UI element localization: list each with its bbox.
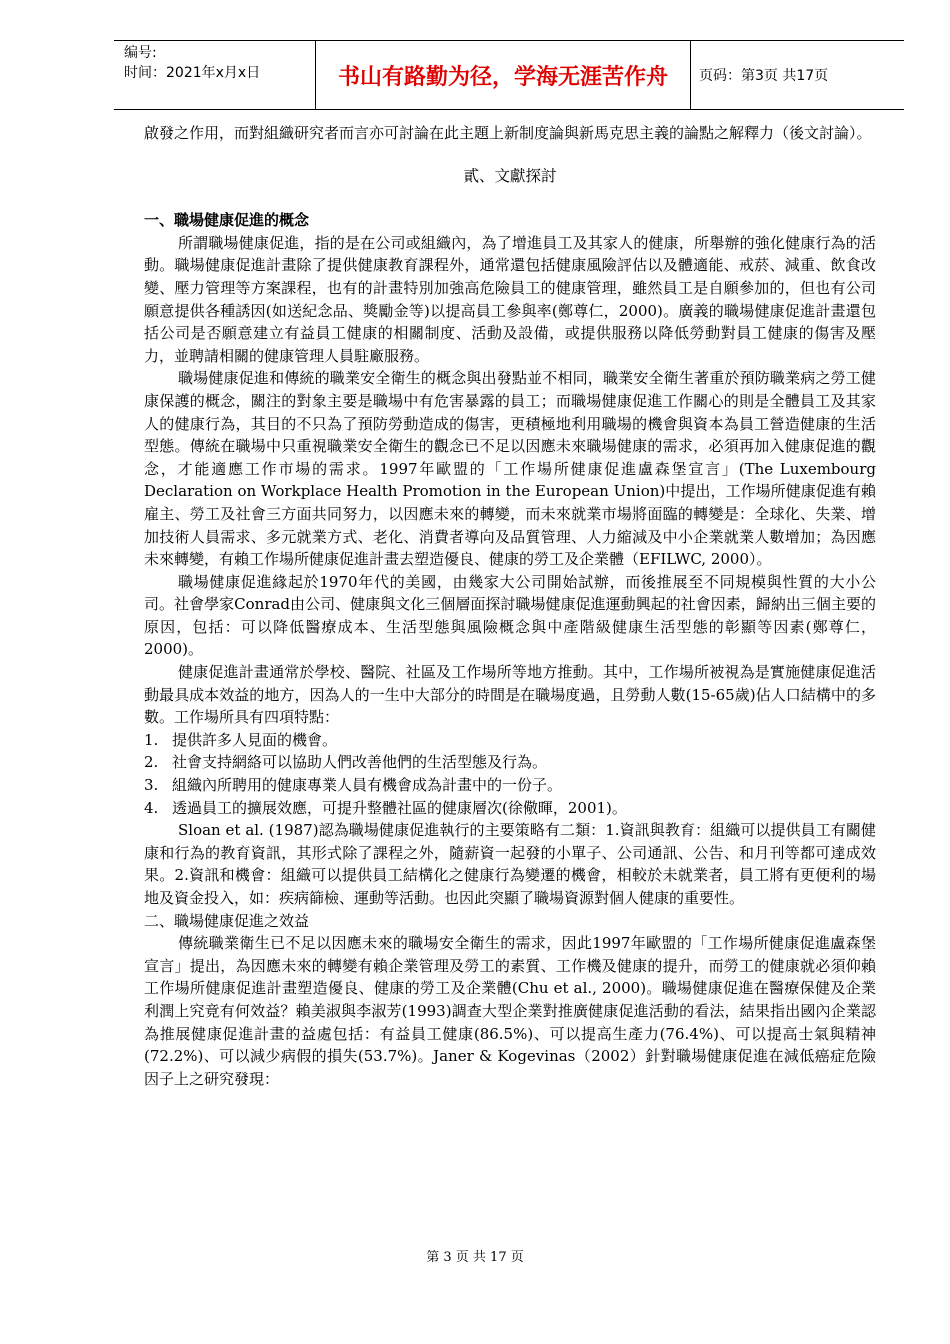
list-text: 透過員工的擴展效應，可提升整體社區的健康層次(徐儆暉，2001)。 xyxy=(172,798,627,817)
paragraph-4: 健康促進計畫通常於學校、醫院、社區及工作場所等地方推動。其中，工作場所被視為是實施健康促進活動最具成本效益的地方，因為人的一生中大部分的時間是在職場度過，且勞動人數(15-65歲)佔人口結構中的多數。工作場所具有四項特點： xyxy=(144,663,876,727)
list-item xyxy=(144,751,876,774)
paragraph-6: 傳統職業衛生已不足以因應未來的職場安全衛生的需求，因此1997年歐盟的「工作場所健康促進盧森堡宣言」提出，為因應未來的轉變有賴企業管理及勞工的素質、工作機及健康的提升，而勞工的健康就必須仰賴工作場所健康促進計畫塑造優良、健康的勞工及企業體(Chu et al., 2000)。職場健康促進在醫療保健及企業利潤上究竟有何效益？賴美淑與李淑芳(1993)調查大型企業對推廣健康促進活動的看法，結果指出國內企業認為推展健康促進計畫的益處包括：有益員工健康(86.5%)、可以提高生產力(76.4%)、可以提高士氣與精神(72.2%)、可以減少病假的損失(53.7%)。Janer & Kogevinas（2002）針對職場健康促進在減低癌症危險因子上之研究發現： xyxy=(144,934,876,1088)
list-number: 3. xyxy=(144,776,159,795)
document-body xyxy=(144,122,876,1090)
document-number-label: 编号: xyxy=(124,45,157,61)
header-page-info: 页码：第3页 共17页 xyxy=(699,68,829,84)
list-text: 提供許多人見面的機會。 xyxy=(172,730,338,749)
intro-paragraph: 啟發之作用，而對組織研究者而言亦可討論在此主題上新制度論與新馬克思主義的論點之解釋力（後文討論）。 xyxy=(144,124,872,142)
list-text: 社會支持網絡可以協助人們改善他們的生活型態及行為。 xyxy=(172,753,548,772)
list-item xyxy=(144,774,876,797)
paragraph-1: 所謂職場健康促進，指的是在公司或組織內，為了增進員工及其家人的健康，所舉辦的強化健康行為的活動。職場健康促進計畫除了提供健康教育課程外，通常還包括健康風險評估以及體適能、戒菸、減重、飲食改變、壓力管理等方案課程，也有的計畫特別加強高危險員工的健康管理，雖然員工是自願參加的，但也有公司願意提供各種誘因(如送紀念品、獎勵金等)以提高員工參與率(鄭尊仁，2000)。廣義的職場健康促進計畫還包括公司是否願意建立有益員工健康的相關制度、活動及設備，或提供服務以降低勞動對員工健康的傷害及壓力，並聘請相關的健康管理人員駐廠服務。 xyxy=(144,233,876,365)
list-item xyxy=(144,797,876,820)
document-time-label: 时间：2021年x月x日 xyxy=(124,65,261,81)
list-text: 組織內所聘用的健康專業人員有機會成為計畫中的一份子。 xyxy=(172,776,563,795)
page-header xyxy=(114,40,904,110)
paragraph-2: 職場健康促進和傳統的職業安全衛生的概念與出發點並不相同，職業安全衛生著重於預防職業病之勞工健康保護的概念，關注的對象主要是職場中有危害暴露的員工；而職場健康促進工作關心的則是全體員工及其家人的健康行為，其目的不只為了預防勞動造成的傷害，更積極地利用職場的機會與資本為員工營造健康的生活型態。傳統在職場中只重視職業安全衛生的觀念已不足以因應未來職場健康的需求，必須再加入健康促進的觀念，才能適應工作市場的需求。1997年歐盟的「工作場所健康促進盧森堡宣言」(The Luxembourg Declaration on Workplace Health Promotion in the European Union)中提出，工作場所健康促進有賴雇主、勞工及社會三方面共同努力，以因應未來的轉變，而未來就業市場將面臨的轉變是：全球化、失業、增加技術人員需求、多元就業方式、老化、消費者導向及品質管理、人力縮減及中小企業就業人數增加；為因應未來轉變，有賴工作場所健康促進計畫去塑造優良、健康的勞工及企業體（EFILWC, 2000）。 xyxy=(144,369,876,569)
heading-workplace-health-benefits: 二、職場健康促進之效益 xyxy=(144,911,310,930)
list-number: 2. xyxy=(144,753,159,772)
list-number: 4. xyxy=(144,798,159,817)
list-item xyxy=(144,729,876,752)
list-number: 1. xyxy=(144,730,159,749)
heading-workplace-health-concept: 一、職場健康促進的概念 xyxy=(144,211,310,230)
page-footer: 第 3 页 共 17 页 xyxy=(426,1250,524,1265)
header-meta xyxy=(114,41,316,109)
paragraph-3: 職場健康促進緣起於1970年代的美國，由幾家大公司開始試辦，而後推展至不同規模與性質的大小公司。社會學家Conrad由公司、健康與文化三個層面探討職場健康促進運動興起的社會因素，歸納出三個主要的原因，包括：可以降低醫療成本、生活型態與風險概念與中產階級健康生活型態的彰顯等因素(鄭尊仁，2000)。 xyxy=(144,572,876,659)
section-title: 貳、文獻探討 xyxy=(463,166,557,185)
paragraph-5: Sloan et al. (1987)認為職場健康促進執行的主要策略有二類：1.資訊與教育：組織可以提供員工有關健康和行為的教育資訊，其形式除了課程之外，隨薪資一起發的小單子、公司通訊、公告、和月刊等都可達成效果。2.資訊和機會：組織可以提供員工結構化之健康行為變遷的機會，相較於未就業者，員工將有更便利的場地及資金投入，如：疾病篩檢、運動等活動。也因此突顯了職場資源對個人健康的重要性。 xyxy=(144,821,876,907)
header-motto: 书山有路勤为径，学海无涯苦作舟 xyxy=(316,41,691,109)
